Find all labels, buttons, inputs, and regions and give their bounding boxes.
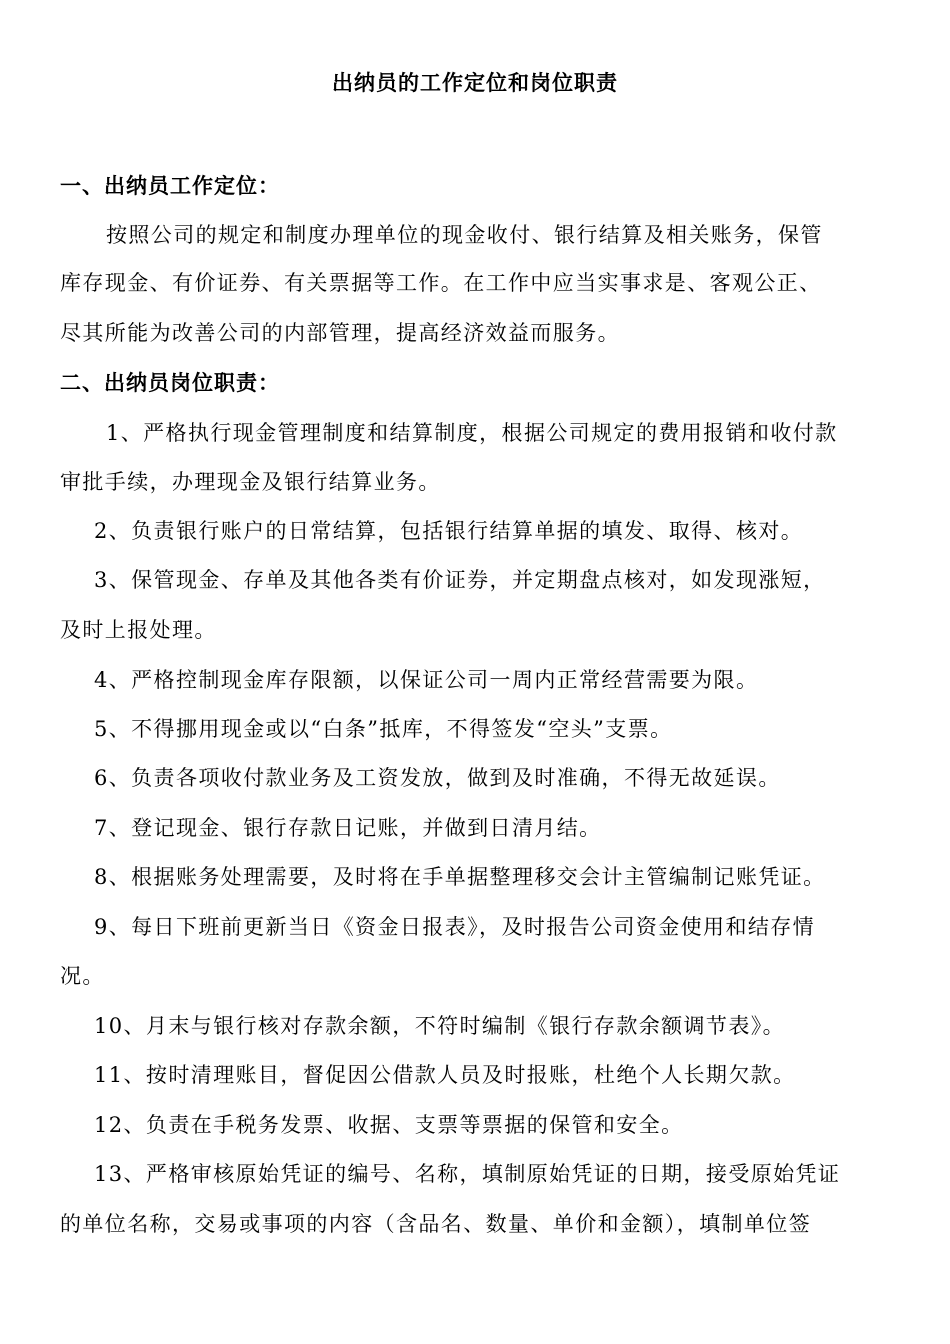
duty-item-11: 11、按时清理账目，督促因公借款人员及时报账，杜绝个人长期欠款。 [94,1063,796,1087]
duty-item-13-line-1: 13、严格审核原始凭证的编号、名称，填制原始凭证的日期，接受原始凭证 [94,1162,841,1186]
duty-item-1-line-1: 1、严格执行现金管理制度和结算制度，根据公司规定的费用报销和收付款 [106,421,838,445]
document-title: 出纳员的工作定位和岗位职责 [332,71,618,95]
duty-item-1-line-2: 审批手续，办理现金及银行结算业务。 [60,470,441,494]
duty-item-9-line-1: 9、每日下班前更新当日《资金日报表》，及时报告公司资金使用和结存情 [94,915,816,939]
section-1-paragraph-line: 库存现金、有价证券、有关票据等工作。在工作中应当实事求是、客观公正、 [60,271,822,295]
duty-item-6: 6、负责各项收付款业务及工资发放，做到及时准确，不得无故延误。 [94,766,781,790]
duty-item-2: 2、负责银行账户的日常结算，包括银行结算单据的填发、取得、核对。 [94,519,804,543]
duty-item-5: 5、不得挪用现金或以“白条”抵库，不得签发“空头”支票。 [94,717,673,741]
duty-item-9-line-2: 况。 [60,964,105,988]
section-1-paragraph-line: 按照公司的规定和制度办理单位的现金收付、银行结算及相关账务，保管 [106,223,823,247]
duty-item-4: 4、严格控制现金库存限额，以保证公司一周内正常经营需要为限。 [94,668,759,692]
duty-item-7: 7、登记现金、银行存款日记账，并做到日清月结。 [94,816,602,840]
duty-item-12: 12、负责在手税务发票、收据、支票等票据的保管和安全。 [94,1113,684,1137]
section-2-heading: 二、出纳员岗位职责： [60,371,280,395]
section-1-heading: 一、出纳员工作定位： [60,174,280,198]
duty-item-3-line-2: 及时上报处理。 [60,618,217,642]
duty-item-13-line-2: 的单位名称，交易或事项的内容（含品名、数量、单价和金额），填制单位签 [60,1212,812,1236]
duty-item-10: 10、月末与银行核对存款余额，不符时编制《银行存款余额调节表》。 [94,1014,786,1038]
duty-item-8: 8、根据账务处理需要，及时将在手单据整理移交会计主管编制记账凭证。 [94,865,826,889]
duty-item-3-line-1: 3、保管现金、存单及其他各类有价证券，并定期盘点核对，如发现涨短， [94,568,826,592]
section-1-paragraph-line: 尽其所能为改善公司的内部管理，提高经济效益而服务。 [60,321,620,345]
